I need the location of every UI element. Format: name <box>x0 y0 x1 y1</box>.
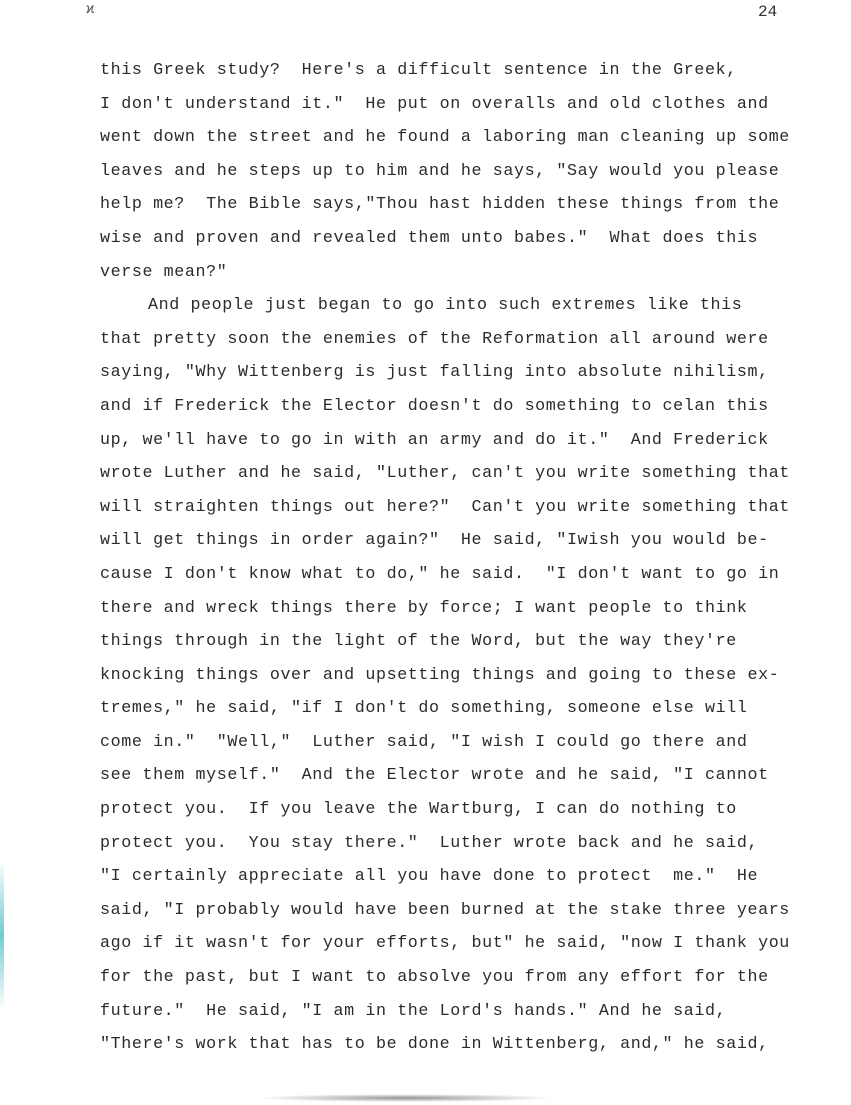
text-line: will get things in order again?" He said, "Iwish you would be- <box>100 531 769 551</box>
text-line: see them myself." And the Elector wrote and he said, "I cannot <box>100 766 769 786</box>
text-line: cause I don't know what to do," he said. "I don't want to go in <box>100 564 780 584</box>
document-body <box>100 54 800 1062</box>
text-line: ago if it wasn't for your efforts, but" he said, "now I thank you <box>100 934 790 954</box>
text-line: went down the street and he found a laboring man cleaning up some <box>100 128 790 148</box>
paragraph-start-line: And people just began to go into such extremes like this <box>148 296 743 316</box>
text-line: tremes," he said, "if I don't do something, someone else will <box>100 699 748 719</box>
page-number: 24 <box>758 3 778 21</box>
scan-smudge <box>255 1094 555 1102</box>
scan-edge-mark <box>0 860 4 1010</box>
corner-mark: ϰ <box>86 2 95 18</box>
text-line: protect you. You stay there." Luther wrote back and he said, <box>100 833 759 853</box>
text-line: "I certainly appreciate all you have done to protect me." He <box>100 867 759 887</box>
text-line: protect you. If you leave the Wartburg, I can do nothing to <box>100 800 737 820</box>
text-line: wrote Luther and he said, "Luther, can't you write something that <box>100 464 790 484</box>
text-line: future." He said, "I am in the Lord's hands." And he said, <box>100 1001 727 1021</box>
text-line: I don't understand it." He put on overalls and old clothes and <box>100 94 769 114</box>
text-line: up, we'll have to go in with an army and do it." And Frederick <box>100 430 769 450</box>
text-line: verse mean?" <box>100 262 228 282</box>
text-line: for the past, but I want to absolve you from any effort for the <box>100 968 769 988</box>
text-line: will straighten things out here?" Can't you write something that <box>100 497 790 517</box>
text-line: knocking things over and upsetting things and going to these ex- <box>100 665 780 685</box>
text-line: saying, "Why Wittenberg is just falling into absolute nihilism, <box>100 363 769 383</box>
text-line: things through in the light of the Word, but the way they're <box>100 632 737 652</box>
text-line: and if Frederick the Elector doesn't do something to celan this <box>100 396 769 416</box>
text-line: said, "I probably would have been burned at the stake three years <box>100 900 790 920</box>
text-line: there and wreck things there by force; I want people to think <box>100 598 748 618</box>
text-line: this Greek study? Here's a difficult sentence in the Greek, <box>100 61 737 80</box>
text-line: wise and proven and revealed them unto babes." What does this <box>100 228 759 248</box>
text-line: come in." "Well," Luther said, "I wish I could go there and <box>100 732 748 752</box>
text-line: "There's work that has to be done in Wittenberg, and," he said, <box>100 1035 769 1055</box>
text-line: help me? The Bible says,"Thou hast hidden these things from the <box>100 195 780 215</box>
text-line: that pretty soon the enemies of the Reformation all around were <box>100 329 769 349</box>
text-line: leaves and he steps up to him and he says, "Say would you please <box>100 161 780 181</box>
